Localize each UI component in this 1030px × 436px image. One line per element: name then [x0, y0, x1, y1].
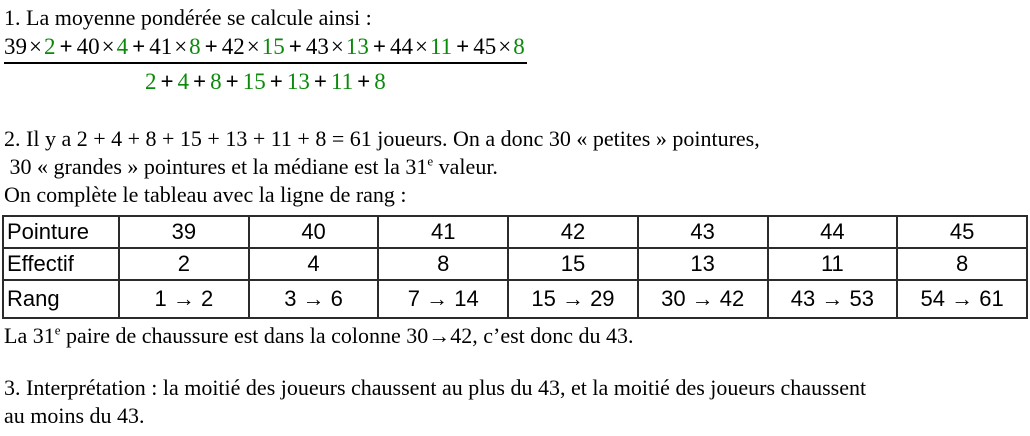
table-cell: 39 — [119, 216, 249, 248]
conclusion-text: La 31 — [4, 323, 55, 348]
plus-operator: + — [313, 69, 327, 94]
section3-line1: 3. Interprétation : la moitié des joueurs chaussent au plus du 43, et la moitié des joueurs chaussent — [4, 375, 867, 400]
effectif-value: 11 — [429, 34, 453, 59]
effectif-value: 2 — [144, 69, 157, 94]
table-cell: 41 — [378, 216, 508, 248]
table-row — [3, 216, 1027, 248]
plus-operator: + — [357, 69, 371, 94]
effectif-value: 8 — [374, 69, 386, 94]
effectif-value: 4 — [116, 34, 129, 59]
fraction-bar — [4, 62, 527, 64]
table-cell: 7 → 14 — [378, 280, 508, 318]
pointure-value: 39 — [4, 34, 27, 59]
table-cell: 8 — [897, 248, 1027, 280]
effectif-value: 8 — [513, 34, 525, 59]
plus-operator: + — [160, 69, 174, 94]
table-cell: 54 → 61 — [897, 280, 1027, 318]
plus-operator: + — [204, 34, 218, 59]
effectif-value: 8 — [189, 34, 201, 59]
plus-operator: + — [372, 34, 386, 59]
times-operator: × — [174, 34, 188, 59]
section2-line3: On complète le tableau avec la ligne de rang : — [4, 182, 407, 207]
times-operator: × — [330, 34, 344, 59]
table-cell: 44 — [768, 216, 898, 248]
table-cell: 40 — [249, 216, 379, 248]
plus-operator: + — [225, 69, 239, 94]
table-cell: 43 — [638, 216, 768, 248]
fraction-numerator — [4, 33, 527, 61]
table-cell: 43 → 53 — [768, 280, 898, 318]
effectif-value: 4 — [177, 69, 190, 94]
effectif-value: 15 — [242, 69, 266, 94]
pointure-value: 41 — [149, 34, 173, 59]
pointure-value: 44 — [389, 34, 413, 59]
pointure-value: 43 — [305, 34, 329, 59]
times-operator: × — [29, 34, 42, 59]
times-operator: × — [246, 34, 260, 59]
effectif-value: 8 — [210, 69, 222, 94]
plus-operator: + — [456, 34, 470, 59]
effectif-value: 11 — [330, 69, 354, 94]
weighted-mean-fraction — [4, 33, 527, 95]
plus-operator: + — [269, 69, 283, 94]
times-operator: × — [414, 34, 428, 59]
table-row — [3, 280, 1027, 318]
ordinal-superscript: e — [427, 153, 434, 169]
times-operator: × — [101, 34, 115, 59]
section1-title: 1. La moyenne pondérée se calcule ainsi : — [4, 5, 372, 30]
table-cell: 8 — [378, 248, 508, 280]
effectif-value: 13 — [345, 34, 369, 59]
section2-line2 — [4, 153, 1030, 181]
table-cell: 15 — [508, 248, 638, 280]
plus-operator: + — [132, 34, 146, 59]
row-label: Pointure — [3, 216, 119, 248]
table-cell: 45 — [897, 216, 1027, 248]
table-cell: 15 → 29 — [508, 280, 638, 318]
table-cell: 30 → 42 — [638, 280, 768, 318]
table-cell: 3 → 6 — [249, 280, 379, 318]
table-cell: 4 — [249, 248, 379, 280]
row-label: Effectif — [3, 248, 119, 280]
conclusion-mid: paire de chaussure est dans la colonne 30 — [60, 323, 429, 348]
section2-line2-tail: valeur. — [433, 154, 498, 179]
conclusion-tail: 42, c’est donc du 43. — [450, 323, 634, 348]
paragraph-spacer — [4, 350, 1030, 374]
pointure-value: 45 — [473, 34, 497, 59]
times-operator: × — [498, 34, 512, 59]
ordinal-superscript: e — [54, 322, 61, 338]
effectif-value: 13 — [286, 69, 310, 94]
section2-line1: 2. Il y a 2 + 4 + 8 + 15 + 13 + 11 + 8 = 61 joueurs. On a donc 30 « petites » pointures, — [4, 126, 760, 151]
pointure-value: 40 — [76, 34, 100, 59]
effectif-value: 2 — [43, 34, 56, 59]
table-cell: 2 — [119, 248, 249, 280]
table-cell: 11 — [768, 248, 898, 280]
pointure-value: 42 — [221, 34, 245, 59]
conclusion-line — [4, 322, 1030, 350]
effectif-value: 15 — [261, 34, 285, 59]
table-cell: 13 — [638, 248, 768, 280]
rank-table-body — [3, 216, 1027, 318]
table-cell: 1 → 2 — [119, 280, 249, 318]
section3-line2: au moins du 43. — [4, 403, 145, 428]
row-label: Rang — [3, 280, 119, 318]
table-cell: 42 — [508, 216, 638, 248]
rank-table — [2, 215, 1028, 319]
table-row — [3, 248, 1027, 280]
arrow-glyph: → — [428, 323, 451, 348]
plus-operator: + — [193, 69, 207, 94]
plus-operator: + — [59, 34, 73, 59]
plus-operator: + — [288, 34, 302, 59]
section2-line2-text: 30 « grandes » pointures et la médiane est la 31 — [4, 154, 428, 179]
fraction-denominator — [4, 67, 527, 95]
